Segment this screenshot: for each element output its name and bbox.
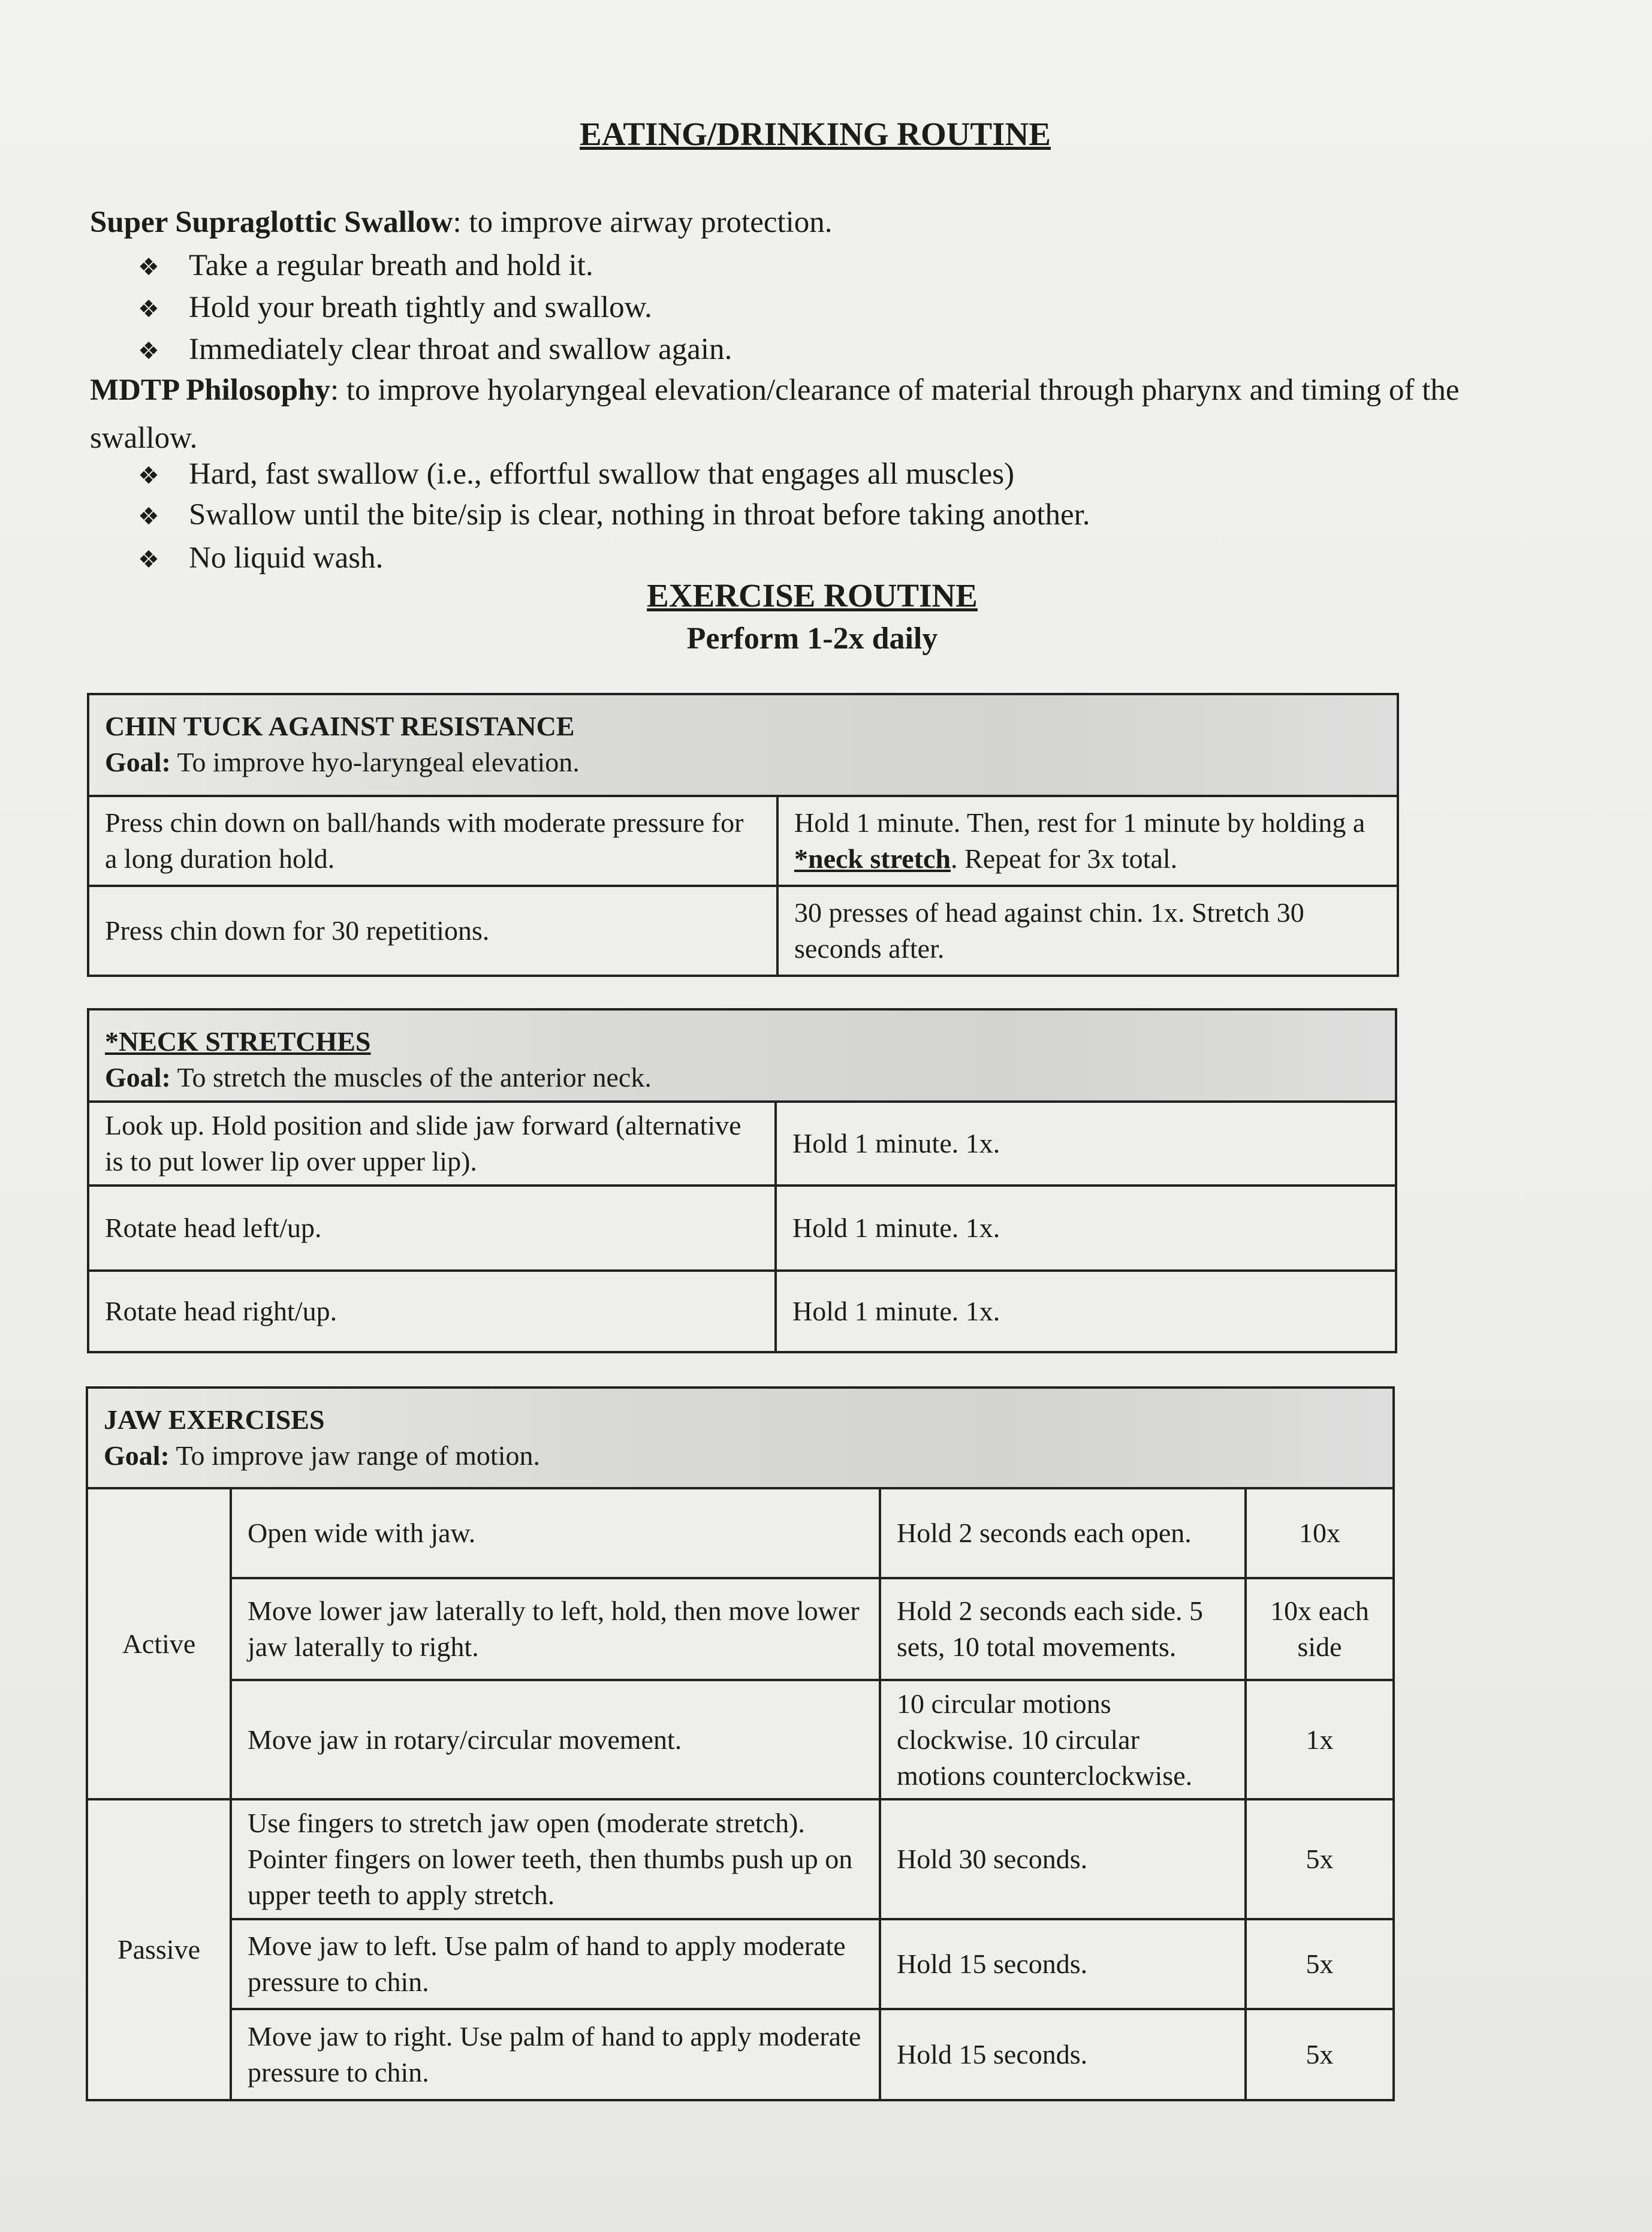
dosage-cell: Hold 1 minute. 1x. [776,1102,1396,1186]
reps-cell: 10x each side [1246,1578,1394,1680]
table-header-row [88,694,1398,796]
chin-tuck-title: CHIN TUCK AGAINST RESISTANCE [105,711,575,741]
exercise-cell: Move jaw to left. Use palm of hand to apply moderate pressure to chin. [231,1919,880,2009]
reps-cell: 10x [1246,1488,1394,1578]
dosage-cell: Hold 15 seconds. [880,1919,1246,2009]
table-row [88,1186,1396,1271]
supraglottic-desc: : to improve airway protection. [453,206,833,239]
exercise-routine-title: EXERCISE ROUTINE [647,577,978,614]
table-row [88,886,1398,976]
exercise-cell: Use fingers to stretch jaw open (moderate stretch). Pointer fingers on lower teeth, then thumbs push up on upper teeth to apply stretch. [231,1799,880,1919]
reps-cell: 5x [1246,2009,1394,2100]
mdtp-desc-continued: swallow. [90,421,198,455]
list-item: ❖ Swallow until the bite/sip is clear, nothing in throat before taking another. [138,498,1090,532]
neck-stretch-reference: *neck stretch [794,843,951,874]
list-item: ❖ Hard, fast swallow (i.e., effortful swallow that engages all muscles) [138,457,1015,491]
exercise-cell: Look up. Hold position and slide jaw forward (alternative is to put lower lip over upper lip). [88,1102,776,1186]
diamond-bullet-icon: ❖ [138,295,159,323]
list-item: ❖ Hold your breath tightly and swallow. [138,291,652,324]
chin-tuck-table [87,693,1399,977]
supraglottic-name: Super Supraglottic Swallow [90,206,453,239]
table-row [88,796,1398,886]
jaw-exercises-header [87,1388,1394,1488]
exercise-frequency: Perform 1-2x daily [686,622,938,656]
reps-cell: 1x [1246,1680,1394,1799]
table-row [88,1102,1396,1186]
table-row [87,1799,1394,1919]
neck-stretches-table [87,1008,1397,1353]
exercise-cell: Rotate head right/up. [88,1271,776,1352]
exercise-cell: Move lower jaw laterally to left, hold, then move lower jaw laterally to right. [231,1578,880,1680]
document-title: EATING/DRINKING ROUTINE [580,116,1051,152]
exercise-cell: Press chin down for 30 repetitions. [88,886,777,976]
mdtp-name: MDTP Philosophy [90,373,331,407]
neck-stretches-header [88,1009,1396,1102]
diamond-bullet-icon: ❖ [138,503,159,530]
table-header-row [87,1388,1394,1488]
jaw-exercises-title: JAW EXERCISES [104,1404,325,1435]
dosage-cell: Hold 15 seconds. [880,2009,1246,2100]
neck-stretches-goal: Goal: To stretch the muscles of the anterior neck. [105,1061,652,1093]
diamond-bullet-icon: ❖ [138,337,159,365]
table-row [87,1919,1394,2009]
diamond-bullet-icon: ❖ [138,254,159,281]
supraglottic-heading [90,205,833,240]
dosage-cell: Hold 1 minute. 1x. [776,1271,1396,1352]
chin-tuck-header [88,694,1398,796]
reps-cell: 5x [1246,1799,1394,1919]
diamond-bullet-icon: ❖ [138,546,159,574]
dosage-cell: Hold 2 seconds each side. 5 sets, 10 total movements. [880,1578,1246,1680]
exercise-cell: Open wide with jaw. [231,1488,880,1578]
chin-tuck-goal: Goal: To improve hyo-laryngeal elevation. [105,746,580,777]
list-item: ❖ Take a regular breath and hold it. [138,249,593,282]
exercise-cell: Press chin down on ball/hands with moderate pressure for a long duration hold. [88,796,777,886]
list-item: ❖ Immediately clear throat and swallow again. [138,333,732,366]
dosage-cell: Hold 1 minute. Then, rest for 1 minute by holding a *neck stretch. Repeat for 3x total. [777,796,1398,886]
active-group-label: Active [87,1488,231,1799]
table-header-row [88,1009,1396,1102]
dosage-cell: Hold 1 minute. 1x. [776,1186,1396,1271]
jaw-exercises-table [86,1386,1395,2101]
mdtp-heading [90,373,1460,408]
diamond-bullet-icon: ❖ [138,462,159,490]
table-row [87,1488,1394,1578]
reps-cell: 5x [1246,1919,1394,2009]
dosage-cell: 10 circular motions clockwise. 10 circular motions counterclockwise. [880,1680,1246,1799]
table-row [87,2009,1394,2100]
table-row [87,1680,1394,1799]
dosage-cell: Hold 2 seconds each open. [880,1488,1246,1578]
table-row [88,1271,1396,1352]
jaw-exercises-goal: Goal: To improve jaw range of motion. [104,1440,540,1471]
neck-stretches-title: *NECK STRETCHES [105,1026,371,1057]
dosage-cell: 30 presses of head against chin. 1x. Stretch 30 seconds after. [777,886,1398,976]
table-row [87,1578,1394,1680]
list-item: ❖ No liquid wash. [138,541,384,575]
exercise-cell: Move jaw in rotary/circular movement. [231,1680,880,1799]
passive-group-label: Passive [87,1799,231,2100]
dosage-cell: Hold 30 seconds. [880,1799,1246,1919]
exercise-cell: Move jaw to right. Use palm of hand to apply moderate pressure to chin. [231,2009,880,2100]
mdtp-desc: : to improve hyolaryngeal elevation/clearance of material through pharynx and timing of the [330,373,1460,407]
exercise-cell: Rotate head left/up. [88,1186,776,1271]
